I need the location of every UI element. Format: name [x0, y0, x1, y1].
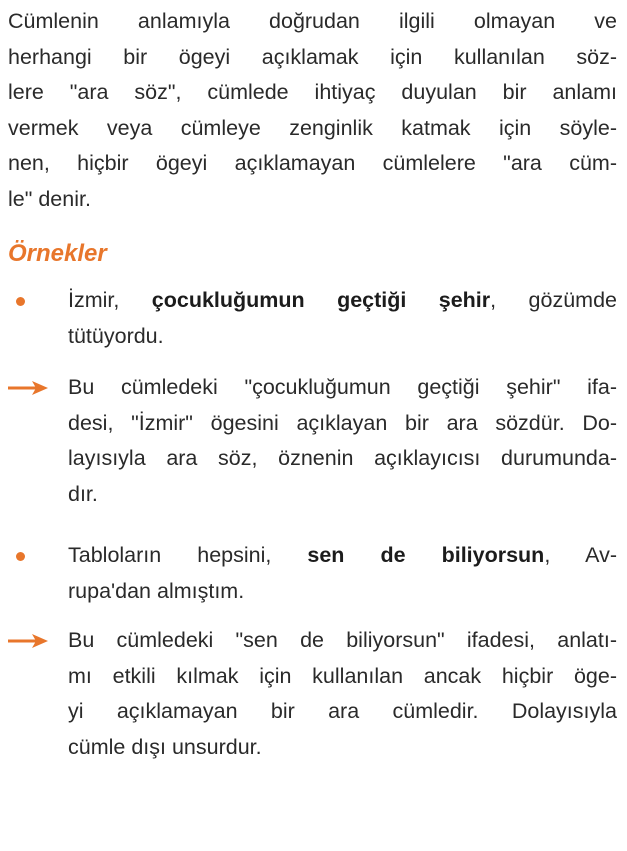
explanation-item-1 — [8, 370, 617, 512]
example-line — [68, 283, 617, 319]
example-bold-phrase: çocukluğumun geçtiği şehir — [151, 288, 491, 312]
example-item-2 — [8, 538, 617, 609]
explanation-line: Bu cümledeki "çocukluğumun geçtiği şehir" ifa- — [68, 375, 617, 399]
explanation-line: desi, "İzmir" ögesini açıklayan bir ara sözdür. Do- — [68, 410, 617, 435]
example-text: Tabloların hepsini, — [68, 543, 308, 567]
explanation-line: cümle dışı unsurdur. — [68, 734, 262, 759]
example-text: İzmir, — [68, 288, 152, 312]
explanation-line: mı etkili kılmak için kullanılan ancak hiçbir öge- — [68, 663, 617, 688]
example-line: rupa'dan almıştım. — [68, 578, 245, 603]
explanation-line: Bu cümledeki "sen de biliyorsun" ifadesi, anlatı- — [68, 628, 617, 652]
intro-line: lere "ara söz", cümlede ihtiyaç duyulan bir anlamı — [8, 80, 617, 104]
explanation-line: yi açıklamayan bir ara cümledir. Dolayısıyla — [68, 699, 617, 723]
explanation-item-2 — [8, 623, 617, 765]
example-text: , gözümde — [490, 288, 617, 312]
intro-line: nen, hiçbir ögeyi açıklamayan cümlelere "ara cüm- — [8, 151, 617, 175]
example-line — [68, 538, 617, 574]
explanation-line: layısıyla ara söz, öznenin açıklayıcısı durumunda- — [68, 446, 617, 470]
example-bold-phrase: sen de biliyorsun — [307, 543, 545, 567]
bullet-dot-icon — [8, 283, 48, 318]
intro-line: Cümlenin anlamıyla doğrudan ilgili olmayan ve — [8, 9, 617, 33]
arrow-right-icon — [8, 370, 48, 405]
intro-line: le" denir. — [8, 186, 91, 211]
example-line: tütüyordu. — [68, 323, 164, 348]
intro-line: herhangi bir ögeyi açıklamak için kullanılan söz- — [8, 44, 617, 69]
example-text: , Av- — [544, 543, 618, 567]
examples-heading: Örnekler — [8, 240, 107, 267]
explanation-line: dır. — [68, 481, 98, 506]
bullet-dot-icon — [8, 538, 48, 573]
intro-line: vermek veya cümleye zenginlik katmak için söyle- — [8, 115, 617, 140]
example-item-1 — [8, 283, 617, 354]
arrow-right-icon — [8, 623, 48, 658]
intro-paragraph — [8, 4, 617, 217]
